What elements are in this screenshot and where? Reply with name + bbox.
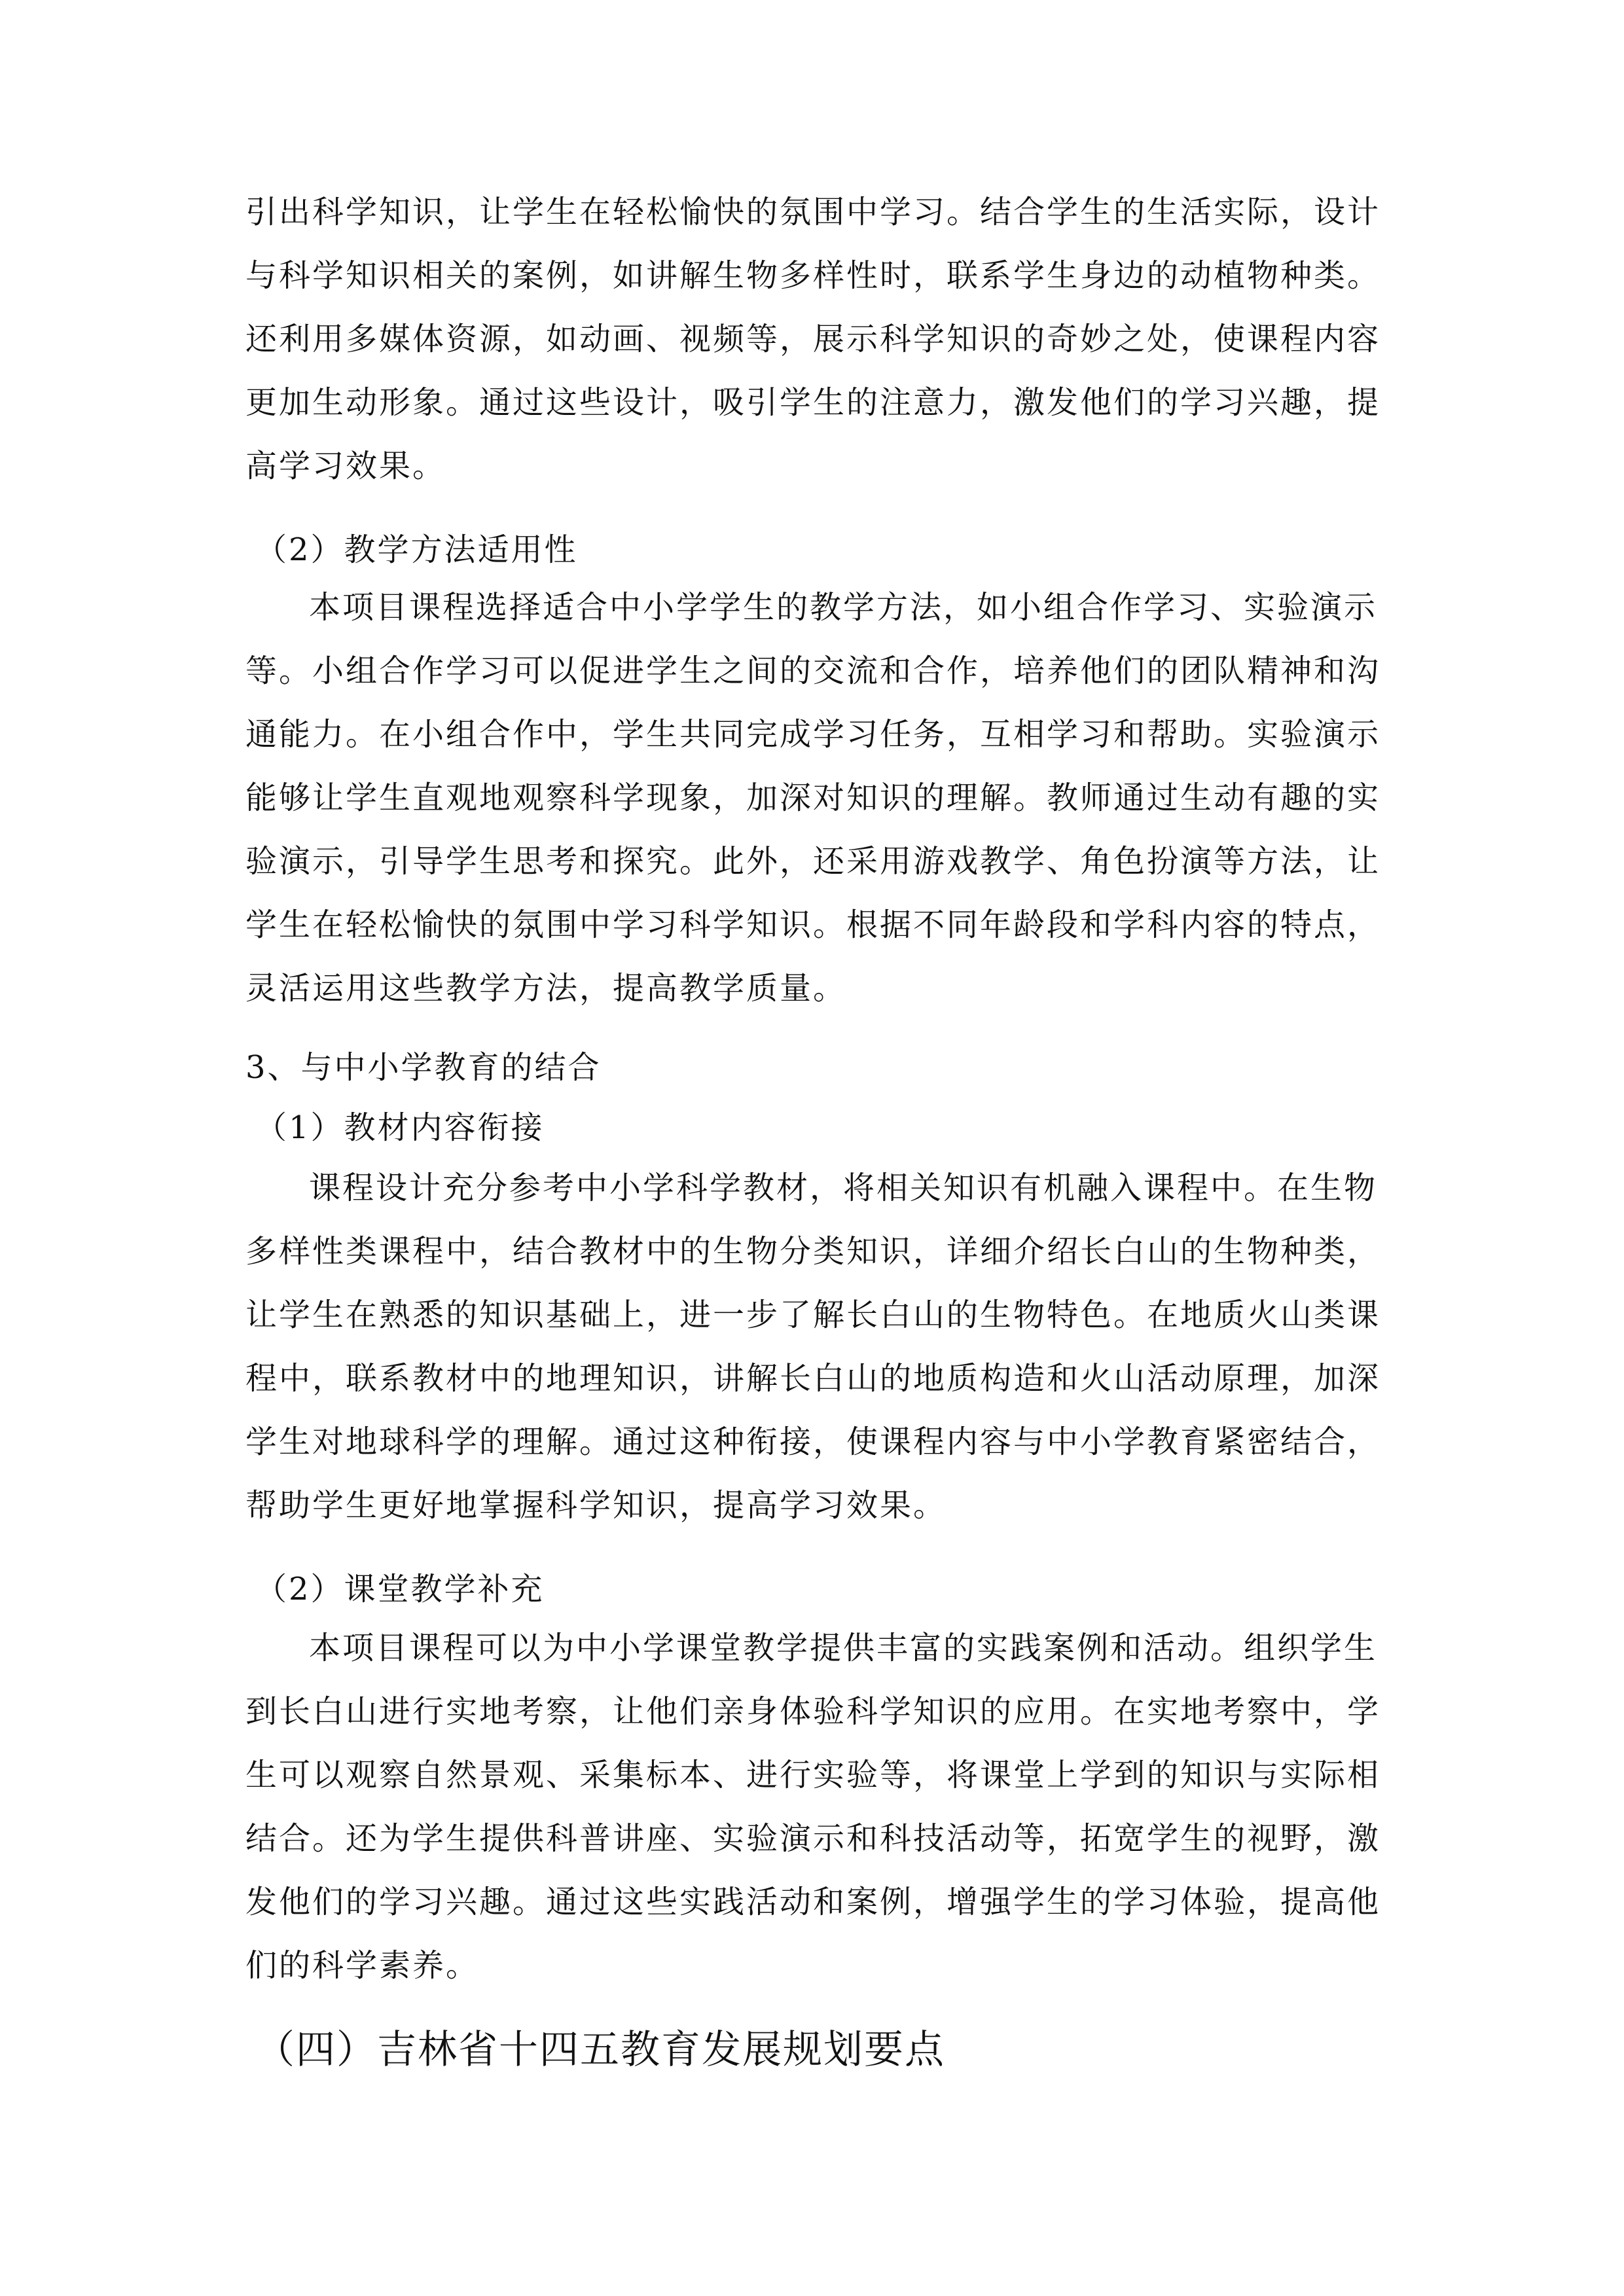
paragraph-line: 本项目课程可以为中小学课堂教学提供丰富的实践案例和活动。组织学生 xyxy=(309,1630,1378,1666)
chapter-heading: （四）吉林省十四五教育发展规划要点 xyxy=(255,2027,945,2073)
subsection-heading: （2）课堂教学补充 xyxy=(255,1571,545,1607)
paragraph-line: 让学生在熟悉的知识基础上，进一步了解长白山的生物特色。在地质火山类课 xyxy=(245,1297,1381,1333)
paragraph-line: 通能力。在小组合作中，学生共同完成学习任务，互相学习和帮助。实验演示 xyxy=(245,716,1381,753)
paragraph-line: 们的科学素养。 xyxy=(245,1947,480,1984)
paragraph-line: 生可以观察自然景观、采集标本、进行实验等，将课堂上学到的知识与实际相 xyxy=(245,1757,1381,1793)
section-heading: 3、与中小学教育的结合 xyxy=(245,1049,602,1086)
paragraph-line: 引出科学知识，让学生在轻松愉快的氛围中学习。结合学生的生活实际，设计 xyxy=(245,194,1381,230)
paragraph-line: 与科学知识相关的案例，如讲解生物多样性时，联系学生身边的动植物种类。 xyxy=(245,257,1381,294)
paragraph-line: 本项目课程选择适合中小学学生的教学方法，如小组合作学习、实验演示 xyxy=(309,589,1378,626)
subsection-heading: （2）教学方法适用性 xyxy=(255,531,578,568)
paragraph-line: 课程设计充分参考中小学科学教材，将相关知识有机融入课程中。在生物 xyxy=(309,1170,1378,1206)
paragraph-line: 程中，联系教材中的地理知识，讲解长白山的地质构造和火山活动原理，加深 xyxy=(245,1360,1381,1397)
paragraph-line: 帮助学生更好地掌握科学知识，提高学习效果。 xyxy=(245,1487,947,1524)
paragraph-line: 验演示，引导学生思考和探究。此外，还采用游戏教学、角色扮演等方法，让 xyxy=(245,843,1381,880)
paragraph-line: 结合。还为学生提供科普讲座、实验演示和科技活动等，拓宽学生的视野，激 xyxy=(245,1820,1381,1857)
paragraph-line: 学生在轻松愉快的氛围中学习科学知识。根据不同年龄段和学科内容的特点， xyxy=(245,906,1381,943)
paragraph-line: 还利用多媒体资源，如动画、视频等，展示科学知识的奇妙之处，使课程内容 xyxy=(245,321,1381,357)
subsection-heading: （1）教材内容衔接 xyxy=(255,1109,545,1146)
paragraph-line: 等。小组合作学习可以促进学生之间的交流和合作，培养他们的团队精神和沟 xyxy=(245,653,1381,689)
paragraph-line: 多样性类课程中，结合教材中的生物分类知识，详细介绍长白山的生物种类， xyxy=(245,1233,1381,1270)
paragraph-line: 灵活运用这些教学方法，提高教学质量。 xyxy=(245,970,847,1007)
paragraph-line: 高学习效果。 xyxy=(245,448,446,484)
paragraph-line: 到长白山进行实地考察，让他们亲身体验科学知识的应用。在实地考察中，学 xyxy=(245,1693,1381,1730)
paragraph-line: 能够让学生直观地观察科学现象，加深对知识的理解。教师通过生动有趣的实 xyxy=(245,780,1381,816)
paragraph-line: 发他们的学习兴趣。通过这些实践活动和案例，增强学生的学习体验，提高他 xyxy=(245,1884,1381,1920)
paragraph-line: 更加生动形象。通过这些设计，吸引学生的注意力，激发他们的学习兴趣，提 xyxy=(245,384,1381,421)
paragraph-line: 学生对地球科学的理解。通过这种衔接，使课程内容与中小学教育紧密结合， xyxy=(245,1424,1381,1460)
